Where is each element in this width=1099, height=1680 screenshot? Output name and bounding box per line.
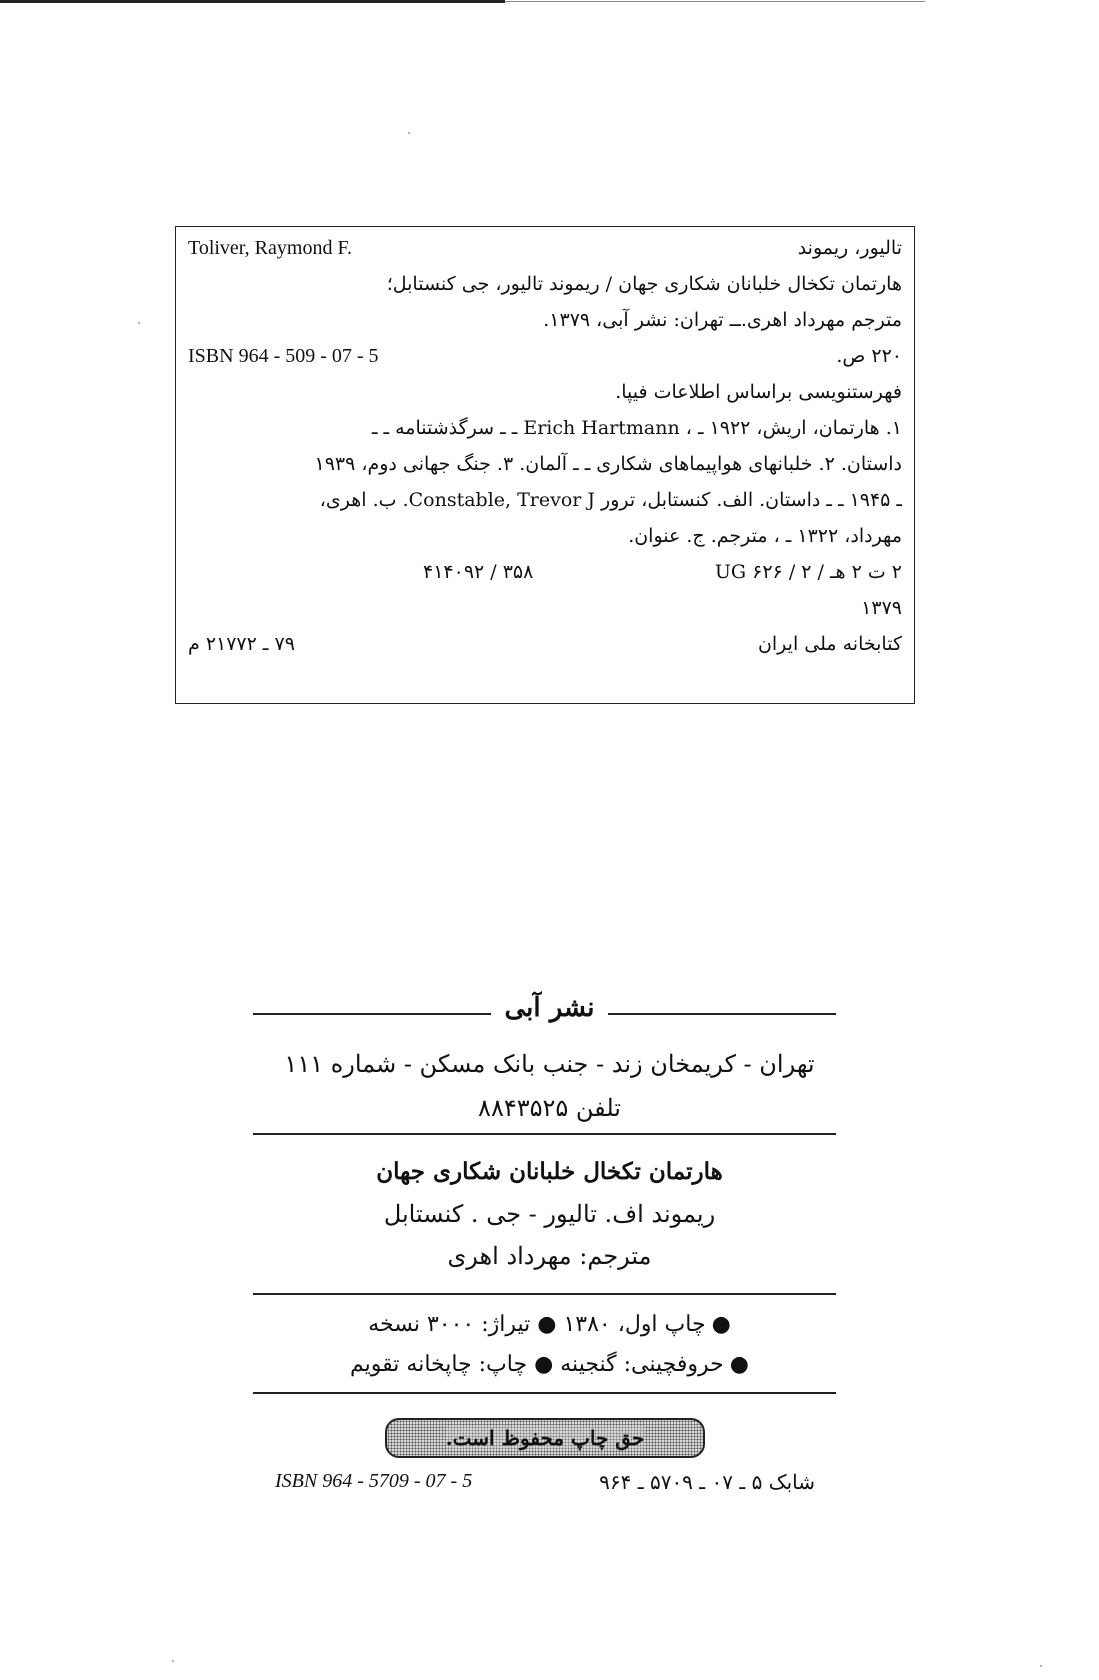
print-info-2: حروفچینی: گنجینه ● چاپ: چاپخانه تقویم	[350, 1352, 724, 1377]
card-row-subject-1	[188, 413, 902, 443]
card-row-classification	[188, 557, 902, 587]
card-row-author	[188, 233, 902, 263]
scan-speck	[138, 322, 140, 324]
divider-3	[253, 1392, 836, 1394]
subject-line-4: مهرداد، ۱۳۲۲ ـ ، مترجم. ج. عنوان.	[628, 525, 902, 547]
lc-classification: ۲ ت ۲ هـ / ۲ / UG ۶۲۶	[714, 561, 902, 583]
dewey-number: ۳۵۸ / ۴۱۴۰۹۲	[423, 561, 534, 583]
publisher-heading	[0, 993, 1099, 1023]
subject-line-3: ـ ۱۹۴۵ ـ ـ داستان. الف. کنستابل، ترور Constable, Trevor J. ب. اهری،	[319, 489, 902, 511]
print-edition-line	[0, 1312, 1099, 1337]
scan-speck	[408, 132, 410, 134]
record-number: ۷۹ ـ ۲۱۷۷۲ م	[188, 633, 295, 655]
page-count: ۲۲۰ ص.	[836, 345, 902, 367]
subject-line-1: ۱. هارتمان، اریش، ۱۹۲۲ ـ ، Erich Hartmann ـ ـ سرگذشتنامه ـ ـ	[371, 417, 902, 439]
divider-1	[253, 1133, 836, 1135]
isbn-line	[275, 1470, 815, 1500]
card-row-year	[188, 593, 902, 623]
card-row-note	[188, 377, 902, 407]
publication-statement: مترجم مهرداد اهری.ــ تهران: نشر آبی، ۱۳۷۹.	[543, 309, 902, 331]
author-latin: Toliver, Raymond F.	[188, 237, 352, 259]
publisher-address: تهران - کریمخان زند - جنب بانک مسکن - شماره ۱۱۱	[284, 1050, 815, 1078]
scan-speck	[172, 1660, 174, 1662]
isbn-persian-bottom: شابک ۵ ـ ۰۷ ـ ۵۷۰۹ ـ ۹۶۴	[599, 1470, 815, 1494]
national-library: کتابخانه ملی ایران	[757, 633, 902, 655]
divider-2	[253, 1293, 836, 1295]
copyright-badge	[385, 1418, 705, 1458]
cip-catalog-card	[175, 226, 915, 704]
bullet-icon	[706, 1312, 731, 1337]
book-translator: مترجم: مهرداد اهری	[447, 1242, 652, 1270]
copyright-text: حق چاپ محفوظ است.	[445, 1426, 645, 1450]
bullet-icon	[724, 1352, 749, 1377]
publisher-name: نشر آبی	[491, 993, 609, 1023]
class-year: ۱۳۷۹	[861, 597, 902, 619]
isbn-latin-bottom: ISBN 964 - 5709 - 07 - 5	[275, 1470, 473, 1492]
card-row-title	[188, 269, 902, 299]
card-row-library	[188, 629, 902, 659]
author-persian: تالیور، ریموند	[797, 237, 902, 259]
card-row-publication	[188, 305, 902, 335]
card-row-subject-4	[188, 521, 902, 551]
card-row-subject-2	[188, 449, 902, 479]
title-statement: هارتمان تکخال خلبانان شکاری جهان / ریموند تالیور، جی کنستابل؛	[386, 273, 902, 295]
publisher-phone: تلفن ۸۸۴۳۵۲۵	[478, 1094, 621, 1122]
cataloging-note: فهرستنویسی براساس اطلاعات فیپا.	[615, 381, 902, 403]
isbn-latin: ISBN 964 - 509 - 07 - 5	[188, 345, 379, 367]
card-row-subject-3	[188, 485, 902, 515]
subject-line-2: داستان. ۲. خلبانهای هواپیماهای شکاری ـ ـ آلمان. ۳. جنگ جهانی دوم، ۱۹۳۹	[314, 453, 902, 475]
print-info-1: چاپ اول، ۱۳۸۰ ● تیراژ: ۳۰۰۰ نسخه	[368, 1312, 706, 1337]
scan-speck	[1040, 1665, 1042, 1667]
scan-edge-line-faint	[505, 1, 925, 2]
card-row-isbn	[188, 341, 902, 371]
book-authors: ریموند اف. تالیور - جی . کنستابل	[383, 1200, 716, 1228]
print-typesetting-line	[0, 1352, 1099, 1377]
scan-edge-line	[0, 0, 505, 3]
book-title: هارتمان تکخال خلبانان شکاری جهان	[376, 1158, 723, 1185]
